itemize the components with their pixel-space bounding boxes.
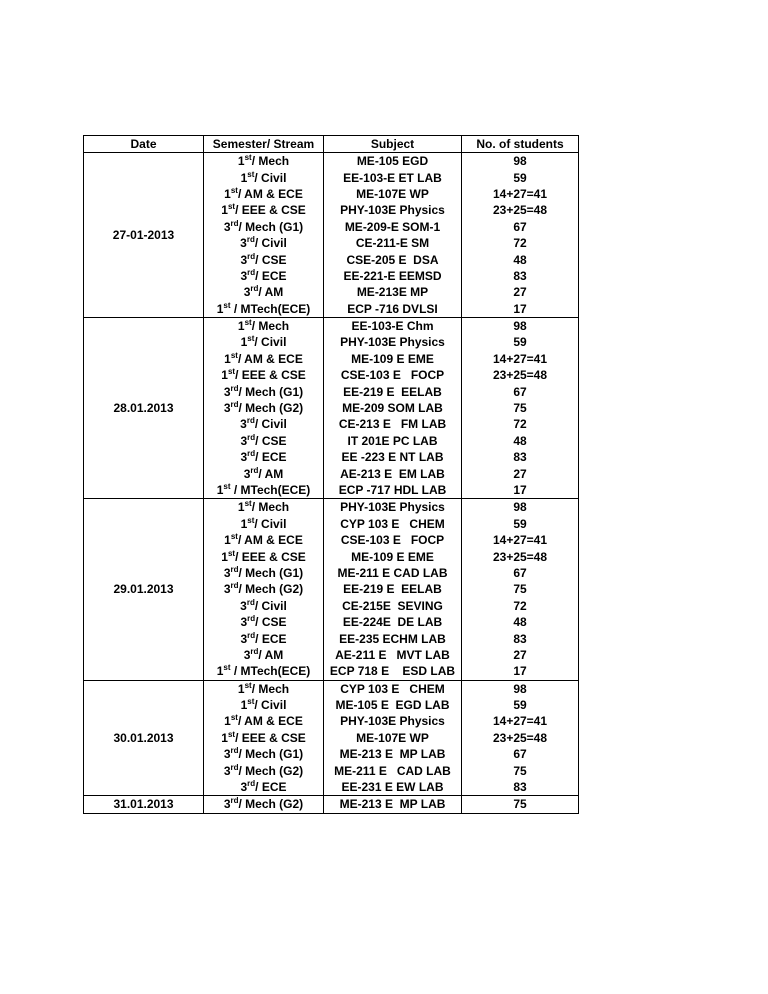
semester-stream-cell	[204, 153, 324, 170]
stream-name: / AM & ECE	[237, 533, 303, 548]
student-count-cell: 75	[462, 796, 579, 813]
stream-name: / Civil	[254, 170, 287, 185]
semester-ordinal-suffix: rd	[230, 762, 239, 772]
subject-cell: IT 201E PC LAB	[324, 433, 462, 449]
student-count-cell: 72	[462, 235, 579, 251]
semester-ordinal-suffix: rd	[230, 383, 239, 393]
subject-cell: ME-213 E MP LAB	[324, 796, 462, 813]
header-date: Date	[84, 136, 204, 153]
subject-cell: ME-105 EGD	[324, 153, 462, 170]
semester-number: 3	[223, 747, 231, 762]
semester-stream-cell	[204, 284, 324, 300]
subject-cell: EE-103-E ET LAB	[324, 169, 462, 185]
semester-stream-cell	[204, 400, 324, 416]
stream-name: / Civil	[254, 516, 287, 531]
semester-number: 3	[240, 598, 247, 613]
semester-number: 1	[240, 170, 248, 185]
semester-stream-cell	[204, 334, 324, 350]
semester-stream-cell	[204, 697, 324, 713]
semester-ordinal-suffix: rd	[246, 597, 255, 607]
semester-ordinal-suffix: rd	[230, 746, 239, 756]
stream-name: / Mech (G2)	[238, 763, 304, 778]
student-count-cell: 67	[462, 383, 579, 399]
semester-number: 3	[223, 401, 231, 416]
subject-cell: EE-221-E EEMSD	[324, 268, 462, 284]
student-count-cell: 23+25=48	[462, 367, 579, 383]
semester-stream-cell	[204, 581, 324, 597]
semester-number: 1	[221, 368, 228, 383]
subject-cell: ME-109 E EME	[324, 351, 462, 367]
header-semester: Semester/ Stream	[204, 136, 324, 153]
semester-stream-cell	[204, 746, 324, 762]
semester-ordinal-suffix: st	[247, 169, 255, 179]
semester-stream-cell	[204, 186, 324, 202]
semester-stream-cell	[204, 317, 324, 334]
table-row	[84, 680, 579, 697]
semester-ordinal-suffix: rd	[230, 796, 239, 806]
semester-number: 3	[223, 582, 231, 597]
stream-name: / AM & ECE	[237, 351, 303, 366]
semester-stream-cell	[204, 367, 324, 383]
stream-name: / Civil	[254, 335, 287, 350]
student-count-cell: 59	[462, 697, 579, 713]
semester-number: 3	[240, 780, 248, 795]
semester-number: 1	[237, 319, 245, 334]
semester-ordinal-suffix: st	[230, 713, 238, 723]
subject-cell: ME-109 E EME	[324, 548, 462, 564]
semester-stream-cell	[204, 202, 324, 218]
semester-ordinal-suffix: rd	[250, 284, 259, 294]
stream-name: / EEE & CSE	[235, 368, 306, 383]
student-count-cell: 17	[462, 301, 579, 318]
subject-cell: CE-213 E FM LAB	[324, 416, 462, 432]
semester-ordinal-suffix: rd	[247, 449, 256, 459]
stream-name: / ECE	[255, 780, 287, 795]
semester-stream-cell	[204, 630, 324, 646]
semester-stream-cell	[204, 416, 324, 432]
semester-stream-cell	[204, 235, 324, 251]
student-count-cell: 48	[462, 251, 579, 267]
semester-ordinal-suffix: st	[244, 680, 252, 690]
subject-cell: PHY-103E Physics	[324, 334, 462, 350]
student-count-cell: 67	[462, 746, 579, 762]
semester-number: 1	[240, 516, 248, 531]
student-count-cell: 98	[462, 499, 579, 516]
subject-cell: CYP 103 E CHEM	[324, 680, 462, 697]
semester-stream-cell	[204, 268, 324, 284]
semester-ordinal-suffix: st	[227, 548, 236, 558]
student-count-cell: 23+25=48	[462, 202, 579, 218]
semester-ordinal-suffix: st	[230, 532, 238, 542]
exam-schedule-table	[83, 135, 579, 814]
semester-stream-cell	[204, 465, 324, 481]
student-count-cell: 72	[462, 598, 579, 614]
semester-stream-cell	[204, 301, 324, 318]
semester-ordinal-suffix: rd	[230, 218, 239, 228]
semester-stream-cell	[204, 532, 324, 548]
stream-name: / CSE	[255, 615, 287, 630]
student-count-cell: 17	[462, 663, 579, 680]
student-count-cell: 14+27=41	[462, 351, 579, 367]
semester-stream-cell	[204, 730, 324, 746]
table-row	[84, 796, 579, 813]
semester-stream-cell	[204, 598, 324, 614]
semester-ordinal-suffix: rd	[250, 465, 259, 475]
stream-name: / Mech (G1)	[238, 747, 304, 762]
semester-stream-cell	[204, 565, 324, 581]
stream-name: / Civil	[254, 598, 287, 613]
semester-stream-cell	[204, 663, 324, 680]
student-count-cell: 59	[462, 516, 579, 532]
semester-stream-cell	[204, 482, 324, 499]
semester-number: 1	[216, 483, 224, 497]
student-count-cell: 27	[462, 284, 579, 300]
semester-ordinal-suffix: st	[244, 499, 252, 509]
semester-ordinal-suffix: rd	[247, 267, 256, 277]
semester-ordinal-suffix: st	[223, 663, 231, 673]
semester-stream-cell	[204, 762, 324, 778]
subject-cell: CYP 103 E CHEM	[324, 516, 462, 532]
student-count-cell: 98	[462, 680, 579, 697]
semester-number: 1	[224, 186, 231, 201]
stream-name: / AM & ECE	[237, 186, 303, 201]
subject-cell: ME-209-E SOM-1	[324, 219, 462, 235]
semester-ordinal-suffix: st	[230, 350, 238, 360]
semester-ordinal-suffix: rd	[246, 416, 255, 426]
student-count-cell: 83	[462, 779, 579, 796]
semester-ordinal-suffix: rd	[247, 432, 256, 442]
student-count-cell: 72	[462, 416, 579, 432]
subject-cell: ME-213E MP	[324, 284, 462, 300]
semester-stream-cell	[204, 516, 324, 532]
semester-number: 1	[237, 500, 245, 515]
semester-number: 1	[224, 533, 231, 548]
stream-name: / CSE	[255, 433, 287, 448]
stream-name: / Civil	[254, 236, 287, 251]
semester-ordinal-suffix: st	[230, 185, 238, 195]
stream-name: / EEE & CSE	[235, 203, 306, 218]
semester-ordinal-suffix: st	[223, 482, 231, 491]
subject-cell: CE-215E SEVING	[324, 598, 462, 614]
semester-number: 1	[216, 301, 224, 316]
semester-number: 1	[240, 335, 248, 350]
student-count-cell: 98	[462, 153, 579, 170]
semester-ordinal-suffix: st	[244, 318, 252, 328]
student-count-cell: 75	[462, 762, 579, 778]
subject-cell: AE-211 E MVT LAB	[324, 647, 462, 663]
stream-name: / AM	[258, 647, 284, 662]
semester-ordinal-suffix: rd	[250, 646, 259, 656]
semester-number: 3	[223, 763, 231, 778]
semester-stream-cell	[204, 796, 324, 813]
student-count-cell: 17	[462, 482, 579, 499]
subject-cell: ECP -716 DVLSI	[324, 301, 462, 318]
subject-cell: EE -223 E NT LAB	[324, 449, 462, 465]
student-count-cell: 23+25=48	[462, 730, 579, 746]
subject-cell: CSE-103 E FOCP	[324, 532, 462, 548]
student-count-cell: 83	[462, 449, 579, 465]
student-count-cell: 83	[462, 630, 579, 646]
semester-stream-cell	[204, 548, 324, 564]
semester-ordinal-suffix: st	[247, 515, 255, 525]
semester-number: 3	[223, 384, 231, 399]
semester-ordinal-suffix: rd	[230, 564, 239, 574]
stream-name: / MTech(ECE)	[230, 664, 311, 679]
semester-ordinal-suffix: st	[244, 153, 252, 163]
exam-date: 28.01.2013	[84, 317, 204, 498]
stream-name: / ECE	[255, 450, 287, 465]
semester-number: 3	[240, 236, 247, 251]
subject-cell: EE-219 E EELAB	[324, 581, 462, 597]
stream-name: / ECE	[255, 631, 287, 646]
semester-ordinal-suffix: rd	[230, 400, 239, 410]
semester-ordinal-suffix: rd	[247, 630, 256, 640]
student-count-cell: 14+27=41	[462, 186, 579, 202]
table-row	[84, 317, 579, 334]
semester-number: 3	[240, 615, 248, 630]
semester-ordinal-suffix: st	[227, 729, 236, 739]
subject-cell: ME-211 E CAD LAB	[324, 762, 462, 778]
semester-ordinal-suffix: rd	[247, 251, 256, 261]
semester-number: 1	[221, 549, 228, 564]
subject-cell: ECP -717 HDL LAB	[324, 482, 462, 499]
exam-date: 29.01.2013	[84, 499, 204, 680]
semester-stream-cell	[204, 449, 324, 465]
semester-ordinal-suffix: rd	[230, 581, 239, 591]
semester-number: 1	[221, 730, 228, 745]
semester-ordinal-suffix: st	[223, 300, 231, 310]
stream-name: / Mech (G1)	[238, 219, 304, 234]
subject-cell: ME-107E WP	[324, 730, 462, 746]
subject-cell: ME-107E WP	[324, 186, 462, 202]
semester-stream-cell	[204, 251, 324, 267]
exam-date: 30.01.2013	[84, 680, 204, 796]
semester-ordinal-suffix: rd	[247, 779, 256, 789]
subject-cell: AE-213 E EM LAB	[324, 465, 462, 481]
stream-name: / Mech (G2)	[238, 797, 304, 812]
stream-name: / MTech(ECE)	[230, 483, 311, 497]
semester-number: 3	[240, 433, 248, 448]
semester-number: 3	[223, 797, 231, 812]
stream-name: / AM & ECE	[237, 714, 303, 729]
semester-number: 1	[237, 681, 245, 696]
subject-cell: EE-235 ECHM LAB	[324, 630, 462, 646]
semester-number: 3	[240, 631, 248, 646]
student-count-cell: 23+25=48	[462, 548, 579, 564]
semester-number: 1	[224, 714, 231, 729]
subject-cell: CE-211-E SM	[324, 235, 462, 251]
semester-number: 1	[216, 664, 224, 679]
table-row	[84, 499, 579, 516]
stream-name: / Mech	[251, 681, 290, 696]
student-count-cell: 67	[462, 219, 579, 235]
student-count-cell: 67	[462, 565, 579, 581]
subject-cell: ME-211 E CAD LAB	[324, 565, 462, 581]
semester-ordinal-suffix: rd	[247, 614, 256, 624]
semester-number: 3	[243, 647, 251, 662]
exam-date: 27-01-2013	[84, 153, 204, 318]
student-count-cell: 59	[462, 169, 579, 185]
schedule-body	[84, 153, 579, 814]
student-count-cell: 83	[462, 268, 579, 284]
student-count-cell: 59	[462, 334, 579, 350]
stream-name: / MTech(ECE)	[230, 301, 311, 316]
stream-name: / Mech (G1)	[238, 384, 304, 399]
semester-ordinal-suffix: st	[227, 202, 236, 212]
stream-name: / EEE & CSE	[235, 730, 306, 745]
subject-cell: EE-103-E Chm	[324, 317, 462, 334]
subject-cell: PHY-103E Physics	[324, 202, 462, 218]
student-count-cell: 27	[462, 647, 579, 663]
subject-cell: ME-209 SOM LAB	[324, 400, 462, 416]
semester-stream-cell	[204, 614, 324, 630]
subject-cell: CSE-103 E FOCP	[324, 367, 462, 383]
semester-stream-cell	[204, 680, 324, 697]
stream-name: / Mech	[251, 319, 290, 334]
semester-number: 3	[240, 252, 248, 267]
semester-ordinal-suffix: rd	[246, 235, 255, 245]
semester-ordinal-suffix: st	[247, 697, 255, 707]
student-count-cell: 98	[462, 317, 579, 334]
semester-stream-cell	[204, 433, 324, 449]
semester-stream-cell	[204, 499, 324, 516]
subject-cell: EE-231 E EW LAB	[324, 779, 462, 796]
stream-name: / CSE	[255, 252, 287, 267]
semester-ordinal-suffix: st	[247, 334, 255, 344]
student-count-cell: 48	[462, 614, 579, 630]
subject-cell: ME-105 E EGD LAB	[324, 697, 462, 713]
subject-cell: EE-224E DE LAB	[324, 614, 462, 630]
stream-name: / EEE & CSE	[235, 549, 306, 564]
semester-stream-cell	[204, 351, 324, 367]
semester-number: 3	[223, 219, 231, 234]
semester-stream-cell	[204, 219, 324, 235]
semester-number: 3	[240, 268, 248, 283]
semester-stream-cell	[204, 647, 324, 663]
subject-cell: EE-219 E EELAB	[324, 383, 462, 399]
semester-stream-cell	[204, 713, 324, 729]
stream-name: / Civil	[254, 417, 287, 432]
exam-date: 31.01.2013	[84, 796, 204, 813]
header-subject: Subject	[324, 136, 462, 153]
header-students: No. of students	[462, 136, 579, 153]
stream-name: / Mech (G2)	[238, 582, 304, 597]
header-row	[84, 136, 579, 153]
student-count-cell: 75	[462, 400, 579, 416]
student-count-cell: 48	[462, 433, 579, 449]
semester-number: 1	[224, 351, 231, 366]
table-row	[84, 153, 579, 170]
semester-stream-cell	[204, 779, 324, 796]
subject-cell: CSE-205 E DSA	[324, 251, 462, 267]
semester-ordinal-suffix: st	[227, 367, 236, 377]
stream-name: / Mech	[251, 500, 290, 515]
student-count-cell: 27	[462, 465, 579, 481]
semester-number: 3	[240, 450, 248, 465]
student-count-cell: 14+27=41	[462, 532, 579, 548]
student-count-cell: 75	[462, 581, 579, 597]
subject-cell: PHY-103E Physics	[324, 713, 462, 729]
semester-number: 3	[223, 565, 231, 580]
subject-cell: PHY-103E Physics	[324, 499, 462, 516]
semester-number: 3	[240, 417, 247, 432]
stream-name: / Mech	[251, 154, 290, 169]
subject-cell: ME-213 E MP LAB	[324, 746, 462, 762]
semester-number: 1	[221, 203, 228, 218]
semester-stream-cell	[204, 169, 324, 185]
semester-number: 1	[240, 698, 248, 713]
semester-number: 1	[237, 154, 245, 169]
semester-stream-cell	[204, 383, 324, 399]
semester-number: 3	[243, 285, 251, 300]
semester-number: 3	[243, 466, 251, 481]
stream-name: / Mech (G1)	[238, 565, 304, 580]
stream-name: / Civil	[254, 698, 287, 713]
stream-name: / Mech (G2)	[238, 401, 304, 416]
stream-name: / ECE	[255, 268, 287, 283]
subject-cell: ECP 718 E ESD LAB	[324, 663, 462, 680]
student-count-cell: 14+27=41	[462, 713, 579, 729]
stream-name: / AM	[258, 285, 284, 300]
stream-name: / AM	[258, 466, 284, 481]
